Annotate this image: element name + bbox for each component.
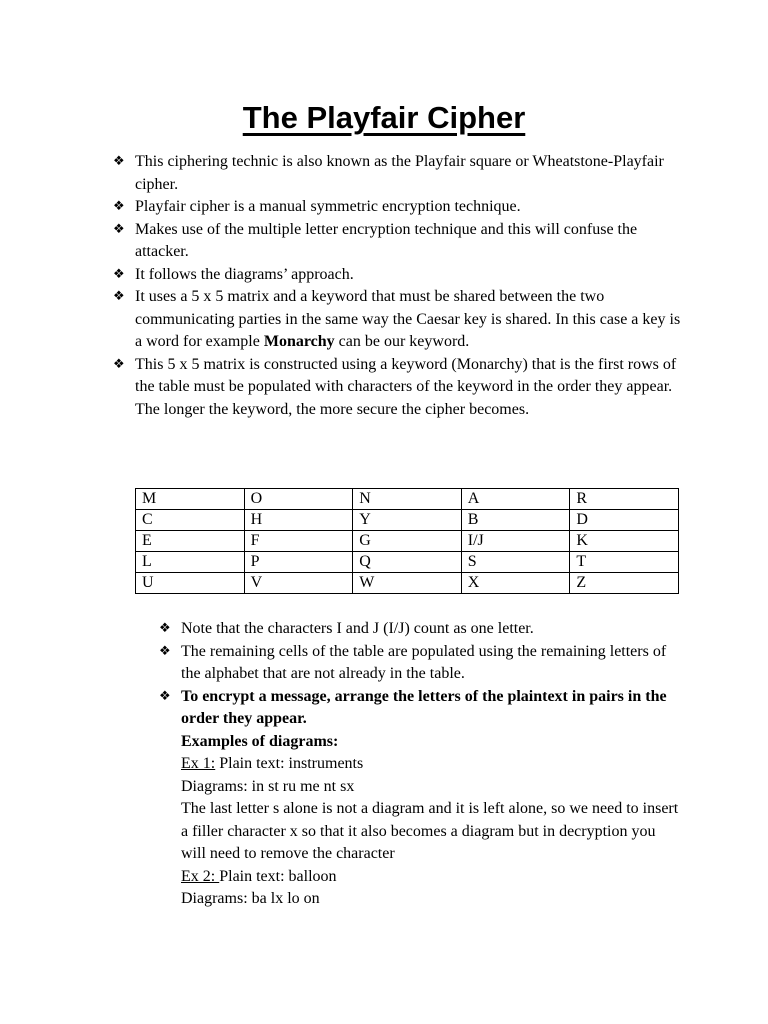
list-item xyxy=(159,641,679,686)
list-item xyxy=(113,151,683,196)
example-2-plain: Plain text: balloon xyxy=(219,867,337,885)
table-cell: Y xyxy=(353,510,462,531)
notes-bullet-list xyxy=(159,618,679,911)
table-row xyxy=(136,573,679,594)
table-cell: S xyxy=(461,552,570,573)
example-1-label: Ex 1: xyxy=(181,755,216,772)
bullet-text-part: It uses a 5 x 5 matrix and a keyword that must be shared between the two communicating parties in the same way the Caesar key is shared. In this case a key is a word for example xyxy=(135,288,681,350)
table-cell: F xyxy=(244,531,353,552)
list-item xyxy=(113,264,683,287)
diamond-bullet-icon: ❖ xyxy=(159,643,171,659)
list-item xyxy=(113,354,683,422)
diamond-bullet-icon: ❖ xyxy=(113,289,125,304)
diamond-bullet-icon: ❖ xyxy=(113,154,125,169)
bullet-text: Note that the characters I and J (I/J) count as one letter. xyxy=(181,620,534,637)
table-cell: C xyxy=(136,510,245,531)
example-1-diagrams: Diagrams: in st ru me nt sx xyxy=(181,777,355,795)
table-cell: H xyxy=(244,510,353,531)
table-cell: P xyxy=(244,552,353,573)
table-cell: Q xyxy=(353,552,462,573)
bullet-text: It follows the diagrams’ approach. xyxy=(135,265,354,283)
table-cell: V xyxy=(244,573,353,594)
intro-bullet-list xyxy=(113,151,683,421)
table-cell: A xyxy=(461,489,570,510)
table-cell: G xyxy=(353,531,462,552)
list-item xyxy=(113,286,683,354)
table-cell: R xyxy=(570,489,679,510)
table-row xyxy=(136,552,679,573)
example-2-line xyxy=(181,866,679,889)
table-cell: U xyxy=(136,573,245,594)
keyword-bold: Monarchy xyxy=(263,333,335,350)
diamond-bullet-icon: ❖ xyxy=(159,621,171,636)
encrypt-instruction: To encrypt a message, arrange the letters of the plaintext in pairs in the order they appear. xyxy=(181,687,667,727)
table-cell: X xyxy=(461,573,570,594)
bullet-text: This ciphering technic is also known as the Playfair square or Wheatstone-Playfair cipher. xyxy=(135,153,664,193)
table-cell: M xyxy=(136,489,245,510)
table-cell: W xyxy=(353,573,462,594)
list-item xyxy=(159,618,679,641)
page-title xyxy=(0,98,768,138)
bullet-text-part: can be our keyword. xyxy=(334,333,470,350)
table-cell: E xyxy=(136,531,245,552)
table-row xyxy=(136,531,679,552)
example-2-diagrams: Diagrams: ba lx lo on xyxy=(181,890,320,907)
diamond-bullet-icon: ❖ xyxy=(159,688,171,704)
table-cell: B xyxy=(461,510,570,531)
diamond-bullet-icon: ❖ xyxy=(113,266,125,282)
bullet-text: The remaining cells of the table are populated using the remaining letters of the alphabet that are not already in the table. xyxy=(181,642,667,682)
bullet-text: Makes use of the multiple letter encryption technique and this will confuse the attacker. xyxy=(135,220,638,260)
playfair-matrix-table xyxy=(135,488,679,594)
example-1-plain: Plain text: instruments xyxy=(215,755,364,772)
example-1-explanation: The last letter s alone is not a diagram and it is left alone, so we need to insert a filler character x so that it also becomes a diagram but in decryption you will need to remove the character xyxy=(181,800,679,862)
table-cell: I/J xyxy=(461,531,570,552)
table-row xyxy=(136,489,679,510)
table-cell: Z xyxy=(570,573,679,594)
table-cell: O xyxy=(244,489,353,510)
list-item xyxy=(159,686,679,911)
table-cell: K xyxy=(570,531,679,552)
table-cell: N xyxy=(353,489,462,510)
diamond-bullet-icon: ❖ xyxy=(113,221,125,237)
list-item xyxy=(113,219,683,264)
diamond-bullet-icon: ❖ xyxy=(113,199,125,214)
bullet-text xyxy=(135,288,680,350)
table-cell: T xyxy=(570,552,679,573)
examples-heading: Examples of diagrams: xyxy=(181,732,339,750)
bullet-text: This 5 x 5 matrix is constructed using a keyword (Monarchy) that is the first rows of the table must be populated with characters of the keyword in the order they appear. The longer the keyword, the more secure the cipher becomes. xyxy=(135,355,677,418)
example-2-label: Ex 2: xyxy=(181,867,220,885)
table-cell: D xyxy=(570,510,679,531)
example-1-line xyxy=(181,753,679,776)
table-row xyxy=(136,510,679,531)
page-title-text: The Playfair Cipher xyxy=(242,100,526,135)
list-item xyxy=(113,196,683,219)
bullet-text: Playfair cipher is a manual symmetric encryption technique. xyxy=(135,198,521,215)
table-cell: L xyxy=(136,552,245,573)
diamond-bullet-icon: ❖ xyxy=(113,356,125,372)
